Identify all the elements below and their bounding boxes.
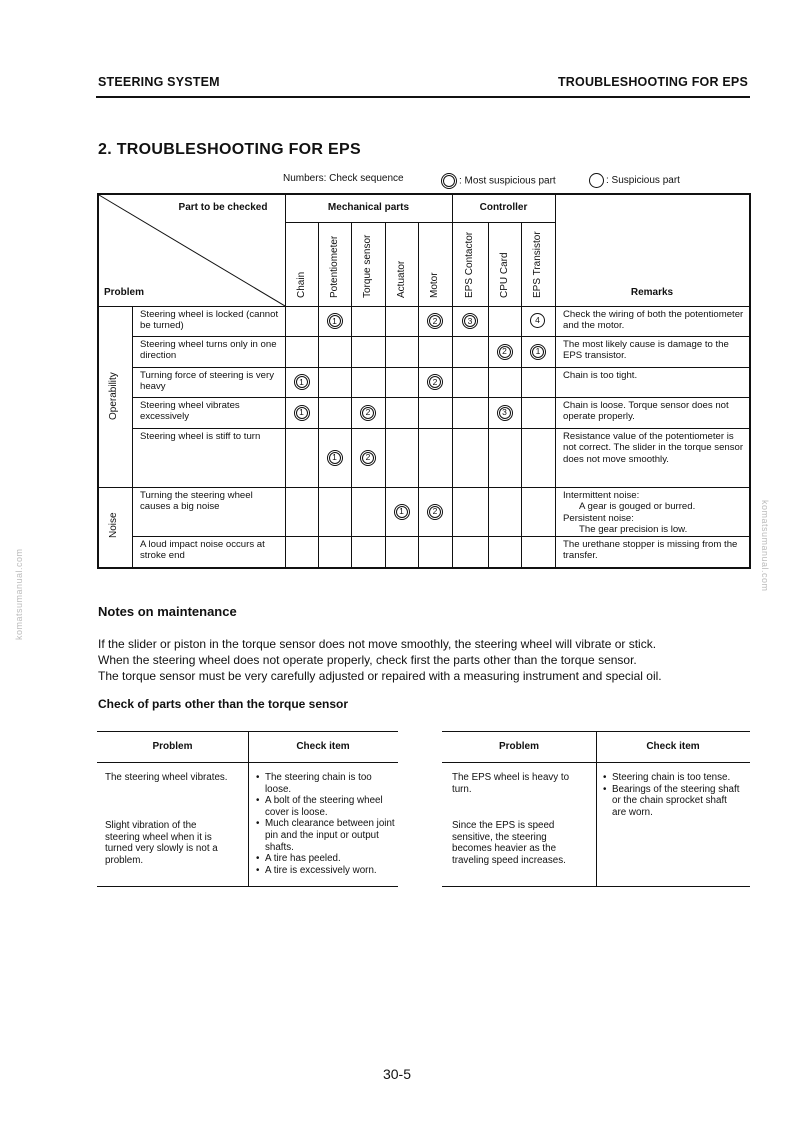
row-problem: Steering wheel vibrates excessively — [140, 400, 240, 423]
col-rule — [555, 193, 556, 567]
list-item: • A bolt of the steering wheel cover is loose. — [256, 795, 396, 818]
legend-suspicious — [589, 173, 680, 188]
check-parts-heading: Check of parts other than the torque sensor — [98, 697, 349, 711]
double-circle-mark-icon: 3 — [462, 313, 478, 329]
row-remarks: Check the wiring of both the potentiometer and the motor. — [563, 309, 744, 332]
legend-numbers: Numbers: Check sequence — [283, 173, 404, 184]
list-item: • Bearings of the steering shaft or the chain sprocket shaft are worn. — [603, 784, 743, 819]
legend-suspicious-label: : Suspicious part — [606, 175, 680, 187]
circle-mark-icon: 4 — [530, 313, 545, 328]
table-border-right — [749, 193, 751, 569]
column-label: Actuator — [395, 260, 407, 298]
row-problem: Steering wheel is stiff to turn — [140, 431, 261, 442]
row-problem: Turning the steering wheel causes a big noise — [140, 490, 253, 513]
page-number: 30-5 — [382, 1066, 412, 1082]
column-label: Torque sensor — [362, 234, 373, 298]
row-problem: Turning force of steering is very heavy — [140, 370, 275, 393]
double-circle-mark-icon: 2 — [427, 504, 443, 520]
row-remarks: The most likely cause is damage to the EPS transistor. — [563, 339, 729, 362]
right-header-check: Check item — [646, 741, 700, 752]
left-problem-2: Slight vibration of the steering wheel when it is turned very slowly is not a problem. — [105, 820, 218, 866]
col-rule — [285, 193, 286, 567]
right-check-list — [603, 772, 743, 818]
row-remarks: Chain is loose. Torque sensor does not operate properly. — [563, 400, 729, 423]
row-remarks — [563, 490, 749, 536]
col-rule — [521, 222, 522, 567]
row-rule — [132, 336, 749, 337]
remarks-line: A gear is gouged or burred. — [579, 501, 696, 513]
left-check-list — [256, 772, 396, 876]
row-rule — [132, 536, 749, 537]
column-label: Potentiometer — [328, 235, 340, 298]
header-left: STEERING SYSTEM — [98, 75, 220, 89]
col-rule — [452, 193, 453, 567]
row-remarks: Chain is too tight. — [563, 370, 638, 381]
row-rule — [132, 487, 749, 488]
double-circle-mark-icon: 2 — [360, 405, 376, 421]
double-circle-mark-icon: 3 — [497, 405, 513, 421]
header-mid-rule — [285, 222, 555, 223]
row-rule — [132, 428, 749, 429]
right-problem-1: The EPS wheel is heavy to turn. — [452, 772, 570, 795]
right-problem-2: Since the EPS is speed sensitive, the steering becomes heavier as the traveling speed increases. — [452, 820, 566, 866]
list-item: • Much clearance between joint pin and the input or output shafts. — [256, 818, 396, 853]
watermark-left: komatsumanual.com — [14, 548, 24, 640]
double-circle-mark-icon: 2 — [427, 374, 443, 390]
remarks-header: Remarks — [630, 287, 674, 298]
header-bottom-rule — [97, 306, 749, 307]
legend-most-suspicious — [441, 173, 556, 189]
list-item: • A tire is excessively worn. — [256, 865, 396, 877]
category-noise: Noise — [108, 512, 119, 538]
category-rule — [97, 487, 132, 488]
col-rule — [418, 222, 419, 567]
header-rule — [96, 96, 750, 98]
double-circle-icon — [441, 173, 457, 189]
double-circle-mark-icon: 2 — [427, 313, 443, 329]
left-header-problem: Problem — [152, 741, 193, 752]
double-circle-mark-icon: 1 — [394, 504, 410, 520]
notes-line-1: If the slider or piston in the torque sensor does not move smoothly, the steering wheel will vibrate or stick. — [98, 637, 657, 651]
notes-line-3: The torque sensor must be very carefully adjusted or repaired with a measuring instrument and special oil. — [98, 669, 662, 683]
section-title: 2. TROUBLESHOOTING FOR EPS — [98, 141, 361, 158]
col-rule — [488, 222, 489, 567]
header-right: TROUBLESHOOTING FOR EPS — [557, 75, 748, 89]
col-rule — [385, 222, 386, 567]
double-circle-mark-icon: 1 — [530, 344, 546, 360]
left-problem-1: The steering wheel vibrates. — [105, 772, 228, 783]
row-rule — [132, 397, 749, 398]
col-rule — [132, 306, 133, 567]
col-rule — [351, 222, 352, 567]
column-label: Chain — [295, 271, 307, 298]
list-item: • The steering chain is too loose. — [256, 772, 396, 795]
double-circle-mark-icon: 1 — [327, 450, 343, 466]
double-circle-mark-icon: 2 — [497, 344, 513, 360]
group-controller-label: Controller — [479, 202, 528, 213]
problem-label: Problem — [104, 287, 145, 298]
remarks-line: Intermittent noise: — [563, 490, 640, 501]
column-label: CPU Card — [498, 252, 510, 298]
group-mechanical-label: Mechanical parts — [327, 202, 410, 213]
remarks-line: Persistent noise: — [563, 512, 634, 524]
column-label: Motor — [429, 272, 440, 298]
notes-heading: Notes on maintenance — [98, 604, 237, 619]
double-circle-mark-icon: 1 — [294, 405, 310, 421]
double-circle-mark-icon: 1 — [327, 313, 343, 329]
row-problem: Steering wheel is locked (cannot be turned) — [140, 309, 279, 332]
double-circle-mark-icon: 2 — [360, 450, 376, 466]
col-rule — [318, 222, 319, 567]
row-remarks: Resistance value of the potentiometer is not correct. The slider in the torque sensor does not move smoothly. — [563, 431, 744, 465]
category-operability: Operability — [108, 372, 119, 420]
remarks-line: The gear precision is low. — [579, 524, 688, 536]
row-problem: Steering wheel turns only in one direction — [140, 339, 277, 362]
table-border-bottom — [97, 567, 749, 569]
row-remarks: The urethane stopper is missing from the transfer. — [563, 539, 738, 562]
left-header-check: Check item — [296, 741, 350, 752]
notes-line-2: When the steering wheel does not operate properly, check first the parts other than the torque sensor. — [98, 653, 637, 667]
list-item: • Steering chain is too tense. — [603, 772, 743, 784]
watermark-right: komatsumanual.com — [760, 500, 770, 592]
part-to-be-checked-label: Part to be checked — [178, 202, 268, 213]
row-problem: A loud impact noise occurs at stroke end — [140, 539, 265, 562]
row-rule — [132, 367, 749, 368]
column-label: EPS Transistor — [532, 231, 543, 298]
list-item: • A tire has peeled. — [256, 853, 396, 865]
circle-icon — [589, 173, 604, 188]
column-label: EPS Contactor — [464, 231, 475, 298]
right-header-problem: Problem — [498, 741, 539, 752]
legend-most-suspicious-label: : Most suspicious part — [459, 175, 556, 187]
double-circle-mark-icon: 1 — [294, 374, 310, 390]
